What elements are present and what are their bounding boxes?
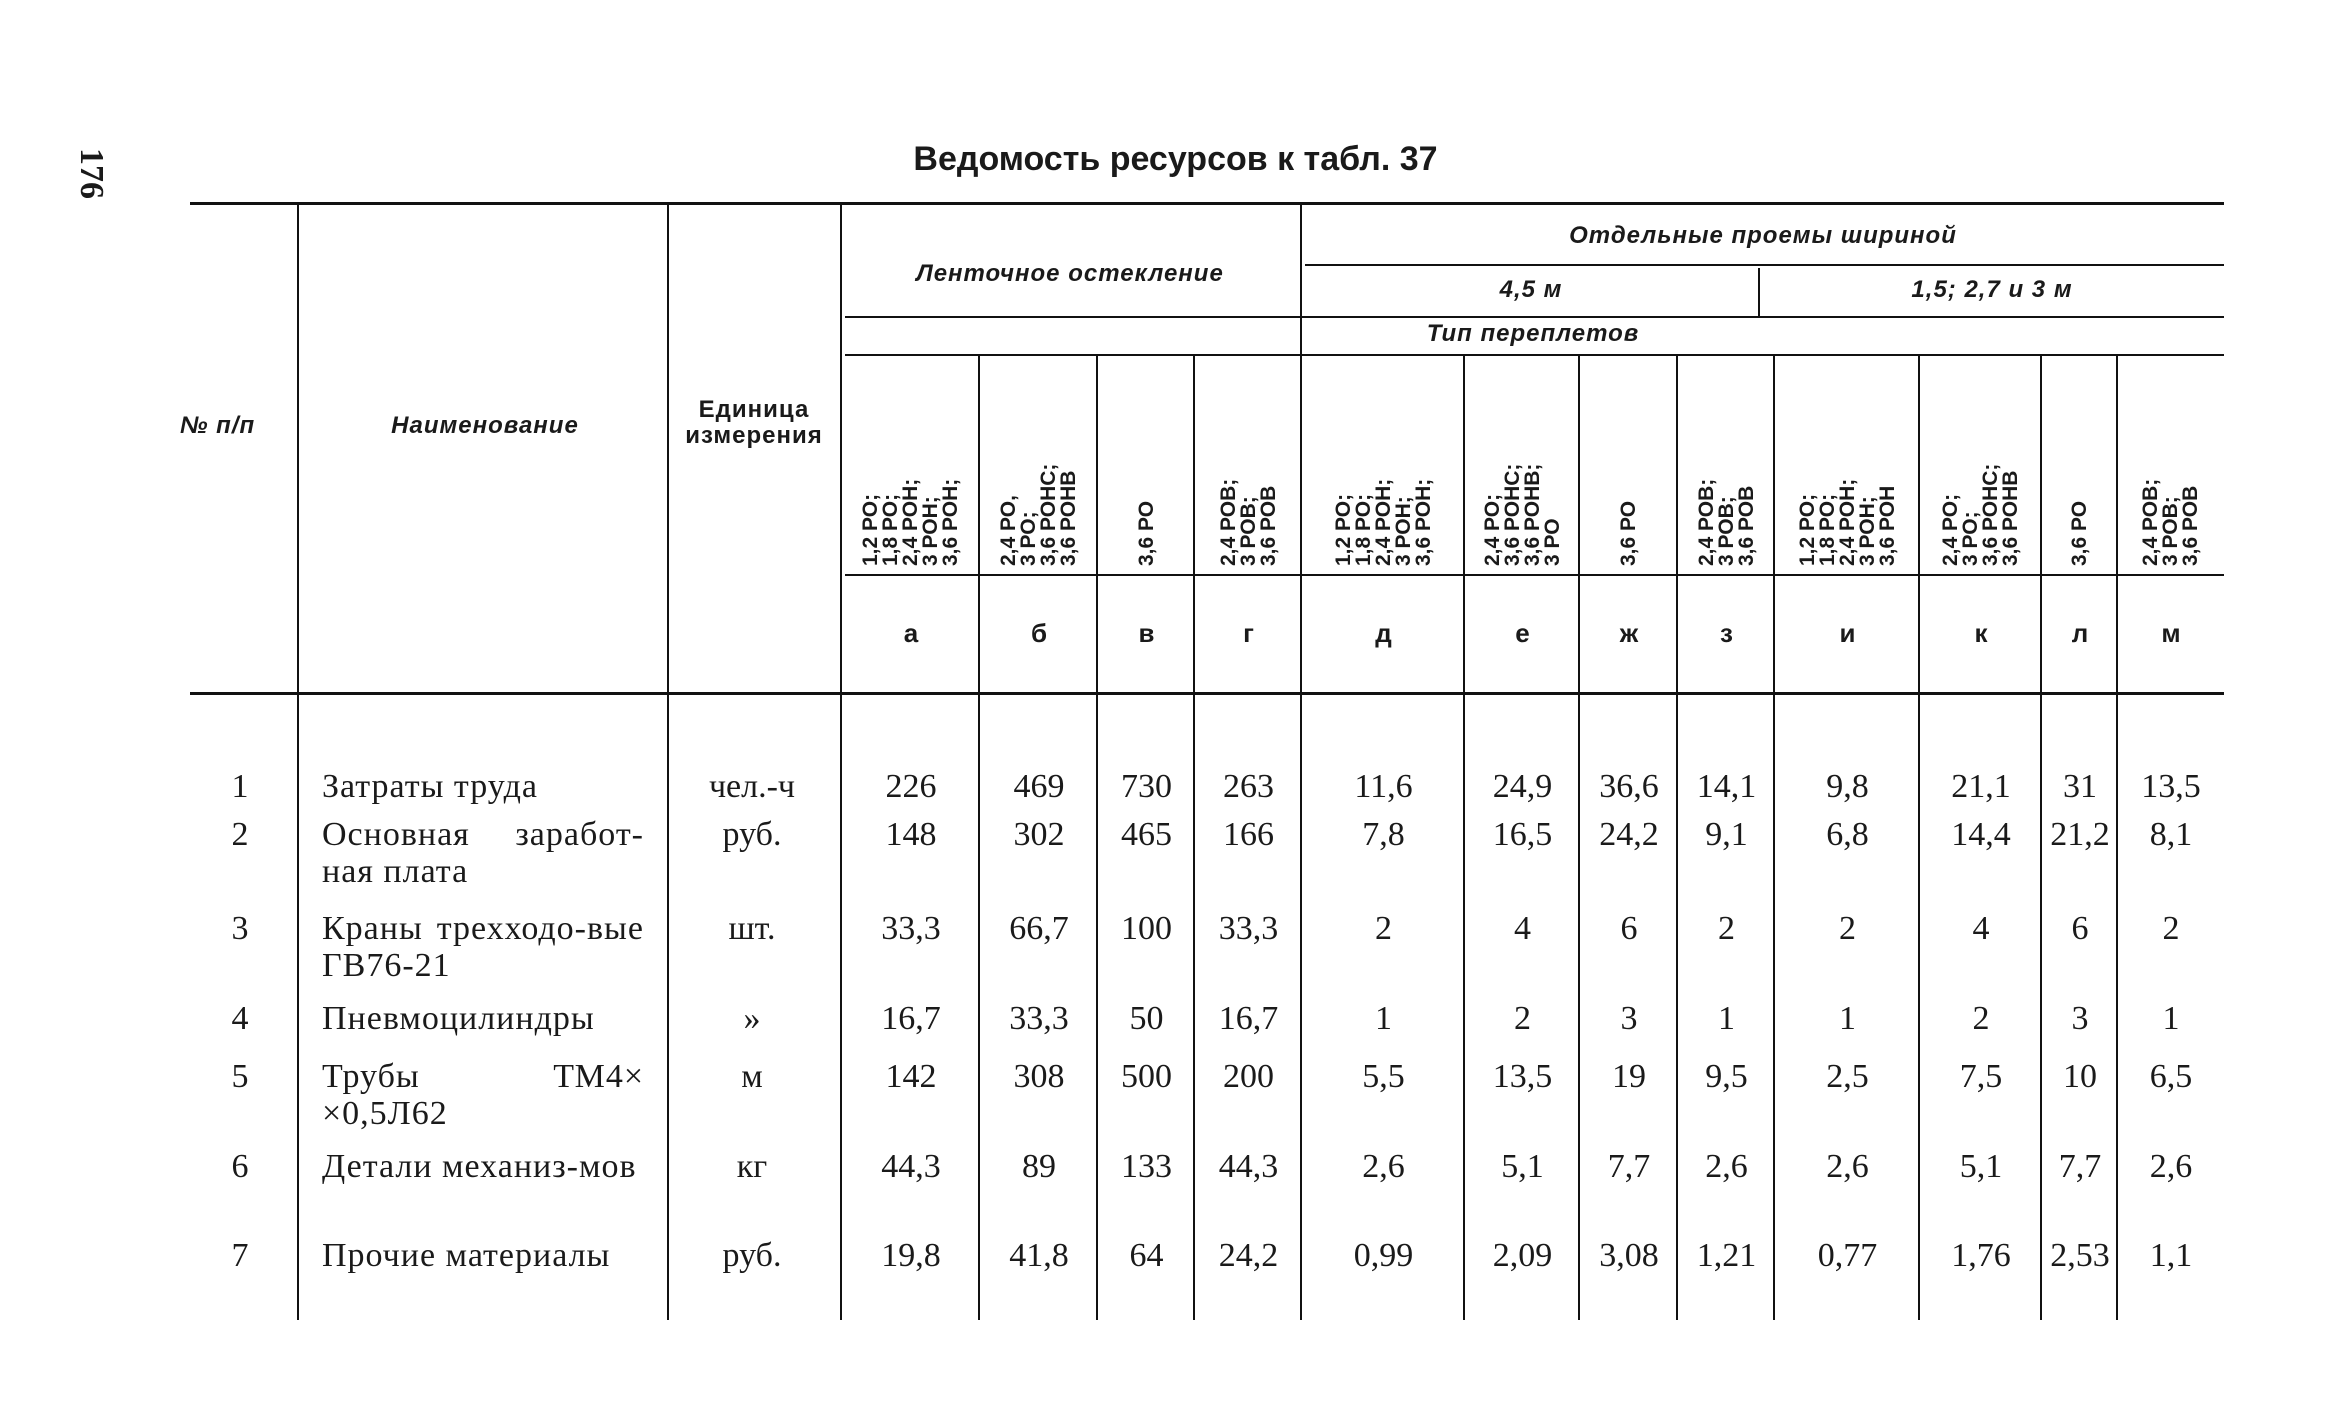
- column-letter: з: [1720, 618, 1733, 648]
- table-cell: 0,77: [1817, 1237, 1878, 1274]
- table-cell: 6,8: [1826, 816, 1869, 853]
- header-name: Наименование: [391, 412, 579, 439]
- table-cell: 89: [1022, 1148, 1056, 1185]
- table-cell: 66,7: [1009, 910, 1069, 947]
- column-letter: б: [1030, 618, 1048, 648]
- column-divider: [1758, 268, 1760, 316]
- table-cell: 14,4: [1951, 816, 2011, 853]
- row-name: Прочие материалы: [322, 1237, 611, 1274]
- column-letter: ж: [1619, 618, 1639, 648]
- table-cell: 5,1: [1959, 1148, 2003, 1185]
- frame-type-label: 1,2 РО; 1,8 РО; 2,4 РОН; 3 РОН; 3,6 РОН: [1795, 478, 1899, 566]
- table-cell: 2,6: [1826, 1148, 1869, 1185]
- frame-type-label: 2,4 РО; 3,6 РОНС; 3,6 РОНВ; 3 РО: [1480, 463, 1564, 566]
- table-cell: 64: [1129, 1237, 1164, 1274]
- table-cell: 2,6: [2149, 1148, 2193, 1185]
- header-width-4-5: 4,5 м: [1499, 276, 1563, 303]
- row-name: Краны трехходо-вые ГВ76-21: [322, 910, 644, 984]
- table-cell: 2,5: [1826, 1058, 1869, 1095]
- table-cell: 9,1: [1705, 816, 1748, 853]
- rule-widths: [845, 316, 2224, 318]
- frame-type-label: 2,4 РО; 3 РО; 3,6 РОНС; 3,6 РОНВ: [1939, 463, 2022, 566]
- column-letter: и: [1839, 618, 1856, 648]
- row-number: 2: [231, 816, 249, 853]
- table-cell: 302: [1013, 816, 1065, 853]
- frame-type-label: 2,4 РОВ; 3 РОВ; 3,6 РОВ: [1216, 478, 1280, 566]
- table-cell: 1: [1718, 1000, 1735, 1037]
- header-frame-type: Тип переплетов: [1426, 320, 1640, 347]
- page-number: 176: [73, 148, 110, 199]
- table-cell: 4: [1514, 910, 1531, 947]
- row-name: Основная заработ-ная плата: [322, 816, 644, 890]
- table-cell: 1,76: [1951, 1237, 2011, 1274]
- table-cell: 226: [885, 768, 937, 805]
- column-divider: [1300, 205, 1302, 1320]
- table-cell: 21,1: [1951, 768, 2011, 805]
- table-cell: 3: [2071, 1000, 2089, 1037]
- column-divider: [1193, 356, 1195, 1320]
- table-cell: 2: [1972, 1000, 1990, 1037]
- table-cell: 41,8: [1009, 1237, 1069, 1274]
- table-cell: 200: [1223, 1058, 1274, 1095]
- table-cell: 24,2: [1218, 1237, 1279, 1274]
- table-cell: 19: [1612, 1058, 1646, 1095]
- table-cell: 11,6: [1354, 768, 1413, 805]
- table-cell: 500: [1121, 1058, 1172, 1095]
- table-cell: 730: [1121, 768, 1172, 805]
- row-unit: м: [741, 1058, 763, 1095]
- row-unit: руб.: [722, 1237, 782, 1274]
- table-cell: 263: [1223, 768, 1274, 805]
- table-title: Ведомость ресурсов к табл. 37: [913, 140, 1438, 178]
- table-cell: 33,3: [1009, 1000, 1069, 1037]
- column-divider: [840, 205, 842, 1320]
- column-divider: [2116, 356, 2118, 1320]
- frame-type-label: 1,2 РО; 1,8 РО; 2,4 РОН; 3 РОН; 3,6 РОН;: [859, 478, 962, 566]
- frame-type-label: 2,4 РОВ; 3 РОВ; 3,6 РОВ: [2139, 478, 2202, 566]
- table-cell: 2,09: [1492, 1237, 1553, 1274]
- table-cell: 6: [2071, 910, 2089, 947]
- table-cell: 0,99: [1353, 1237, 1414, 1274]
- column-divider: [667, 205, 669, 1320]
- table-cell: 2: [1514, 1000, 1531, 1037]
- row-unit: кг: [736, 1148, 768, 1185]
- table-cell: 148: [885, 816, 937, 853]
- frame-type-label: 3,6 РО: [1617, 500, 1640, 566]
- column-divider: [1773, 356, 1775, 1320]
- table-cell: 16,7: [1218, 1000, 1279, 1037]
- table-cell: 19,8: [881, 1237, 941, 1274]
- row-number: 4: [231, 1000, 249, 1037]
- column-letter: л: [2071, 618, 2089, 648]
- table-cell: 36,6: [1599, 768, 1659, 805]
- frame-type-label: 2,4 РОВ; 3 РОВ; 3,6 РОВ: [1694, 478, 1758, 566]
- table-cell: 3,08: [1599, 1237, 1659, 1274]
- table-cell: 1: [1375, 1000, 1392, 1037]
- row-number: 7: [231, 1237, 249, 1274]
- table-cell: 6: [1620, 910, 1638, 947]
- table-cell: 2: [2162, 910, 2180, 947]
- table-cell: 50: [1129, 1000, 1164, 1037]
- table-cell: 100: [1121, 910, 1172, 947]
- table-cell: 16,5: [1492, 816, 1553, 853]
- table-cell: 10: [2063, 1058, 2097, 1095]
- column-letter: в: [1138, 618, 1155, 648]
- header-number: № п/п: [180, 412, 256, 439]
- table-cell: 1,21: [1696, 1237, 1757, 1274]
- table-cell: 1: [1839, 1000, 1856, 1037]
- row-name: Пневмоцилиндры: [322, 1000, 595, 1037]
- header-unit-line1: Единица: [698, 396, 810, 423]
- frame-type-label: 1,2 РО; 1,8 РО; 2,4 РОН; 3 РОН; 3,6 РОН;: [1331, 478, 1435, 566]
- table-cell: 465: [1121, 816, 1172, 853]
- table-cell: 24,2: [1599, 816, 1659, 853]
- table-cell: 308: [1013, 1058, 1065, 1095]
- table-cell: 9,8: [1826, 768, 1869, 805]
- table-cell: 2,6: [1705, 1148, 1748, 1185]
- table-cell: 14,1: [1696, 768, 1757, 805]
- table-cell: 7,8: [1362, 816, 1405, 853]
- column-letter: к: [1974, 618, 1988, 648]
- table-cell: 469: [1013, 768, 1065, 805]
- row-name: Затраты труда: [322, 768, 539, 805]
- row-unit: »: [743, 1000, 761, 1037]
- table-cell: 1,1: [2149, 1237, 2193, 1274]
- table-cell: 13,5: [2141, 768, 2201, 805]
- table-cell: 2,53: [2050, 1237, 2110, 1274]
- header-width-1-5-3: 1,5; 2,7 и 3 м: [1911, 276, 2073, 303]
- column-divider: [1463, 356, 1465, 1320]
- table-cell: 44,3: [1218, 1148, 1279, 1185]
- column-letter: м: [2161, 618, 2181, 648]
- row-unit: шт.: [728, 910, 776, 947]
- column-divider: [297, 205, 299, 1320]
- table-cell: 142: [885, 1058, 937, 1095]
- table-cell: 24,9: [1492, 768, 1553, 805]
- column-letter: г: [1243, 618, 1254, 648]
- column-divider: [1918, 356, 1920, 1320]
- row-number: 1: [231, 768, 249, 805]
- column-divider: [1676, 356, 1678, 1320]
- table-cell: 3: [1620, 1000, 1638, 1037]
- row-unit: руб.: [722, 816, 782, 853]
- row-number: 5: [231, 1058, 249, 1095]
- rule-top: [190, 202, 2224, 205]
- row-name: Трубы ТМ4× ×0,5Л62: [322, 1058, 644, 1132]
- frame-type-label: 3,6 РО: [1134, 500, 1158, 566]
- table-cell: 13,5: [1492, 1058, 1553, 1095]
- table-cell: 33,3: [1218, 910, 1279, 947]
- row-number: 3: [231, 910, 249, 947]
- table-cell: 2: [1839, 910, 1856, 947]
- table-cell: 21,2: [2050, 816, 2110, 853]
- table-cell: 1: [2162, 1000, 2180, 1037]
- rule-frame-type: [845, 354, 2224, 356]
- rule-types-bottom: [845, 574, 2224, 576]
- table-cell: 31: [2063, 768, 2097, 805]
- header-separate-openings: Отдельные проемы шириной: [1569, 222, 1957, 249]
- column-letter: д: [1375, 618, 1392, 648]
- column-divider: [1096, 356, 1098, 1320]
- table-cell: 8,1: [2149, 816, 2193, 853]
- table-cell: 5,1: [1501, 1148, 1544, 1185]
- header-ribbon-glazing: Ленточное остекление: [916, 260, 1224, 287]
- header-unit-line2: измерения: [685, 422, 823, 449]
- table-cell: 7,7: [2058, 1148, 2102, 1185]
- table-cell: 9,5: [1705, 1058, 1748, 1095]
- table-cell: 133: [1121, 1148, 1172, 1185]
- table-cell: 7,7: [1607, 1148, 1651, 1185]
- table-cell: 7,5: [1959, 1058, 2003, 1095]
- table-cell: 166: [1223, 816, 1274, 853]
- frame-type-label: 2,4 РО, 3 РО; 3,6 РОНС; 3,6 РОНВ: [997, 463, 1080, 566]
- table-cell: 6,5: [2149, 1058, 2193, 1095]
- row-unit: чел.-ч: [708, 768, 796, 805]
- table-cell: 4: [1972, 910, 1990, 947]
- table-cell: 2: [1718, 910, 1735, 947]
- table-cell: 33,3: [881, 910, 941, 947]
- table-cell: 5,5: [1362, 1058, 1405, 1095]
- table-cell: 2,6: [1362, 1148, 1405, 1185]
- frame-type-label: 3,6 РО: [2068, 500, 2091, 566]
- table-cell: 44,3: [881, 1148, 941, 1185]
- rule-openings: [1305, 264, 2224, 266]
- table-cell: 2: [1375, 910, 1392, 947]
- table-cell: 16,7: [881, 1000, 941, 1037]
- row-name: Детали механиз-мов: [322, 1148, 637, 1185]
- column-divider: [2040, 356, 2042, 1320]
- column-divider: [1578, 356, 1580, 1320]
- row-number: 6: [231, 1148, 249, 1185]
- column-divider: [978, 356, 980, 1320]
- column-letter: а: [903, 618, 919, 648]
- column-letter: е: [1515, 618, 1530, 648]
